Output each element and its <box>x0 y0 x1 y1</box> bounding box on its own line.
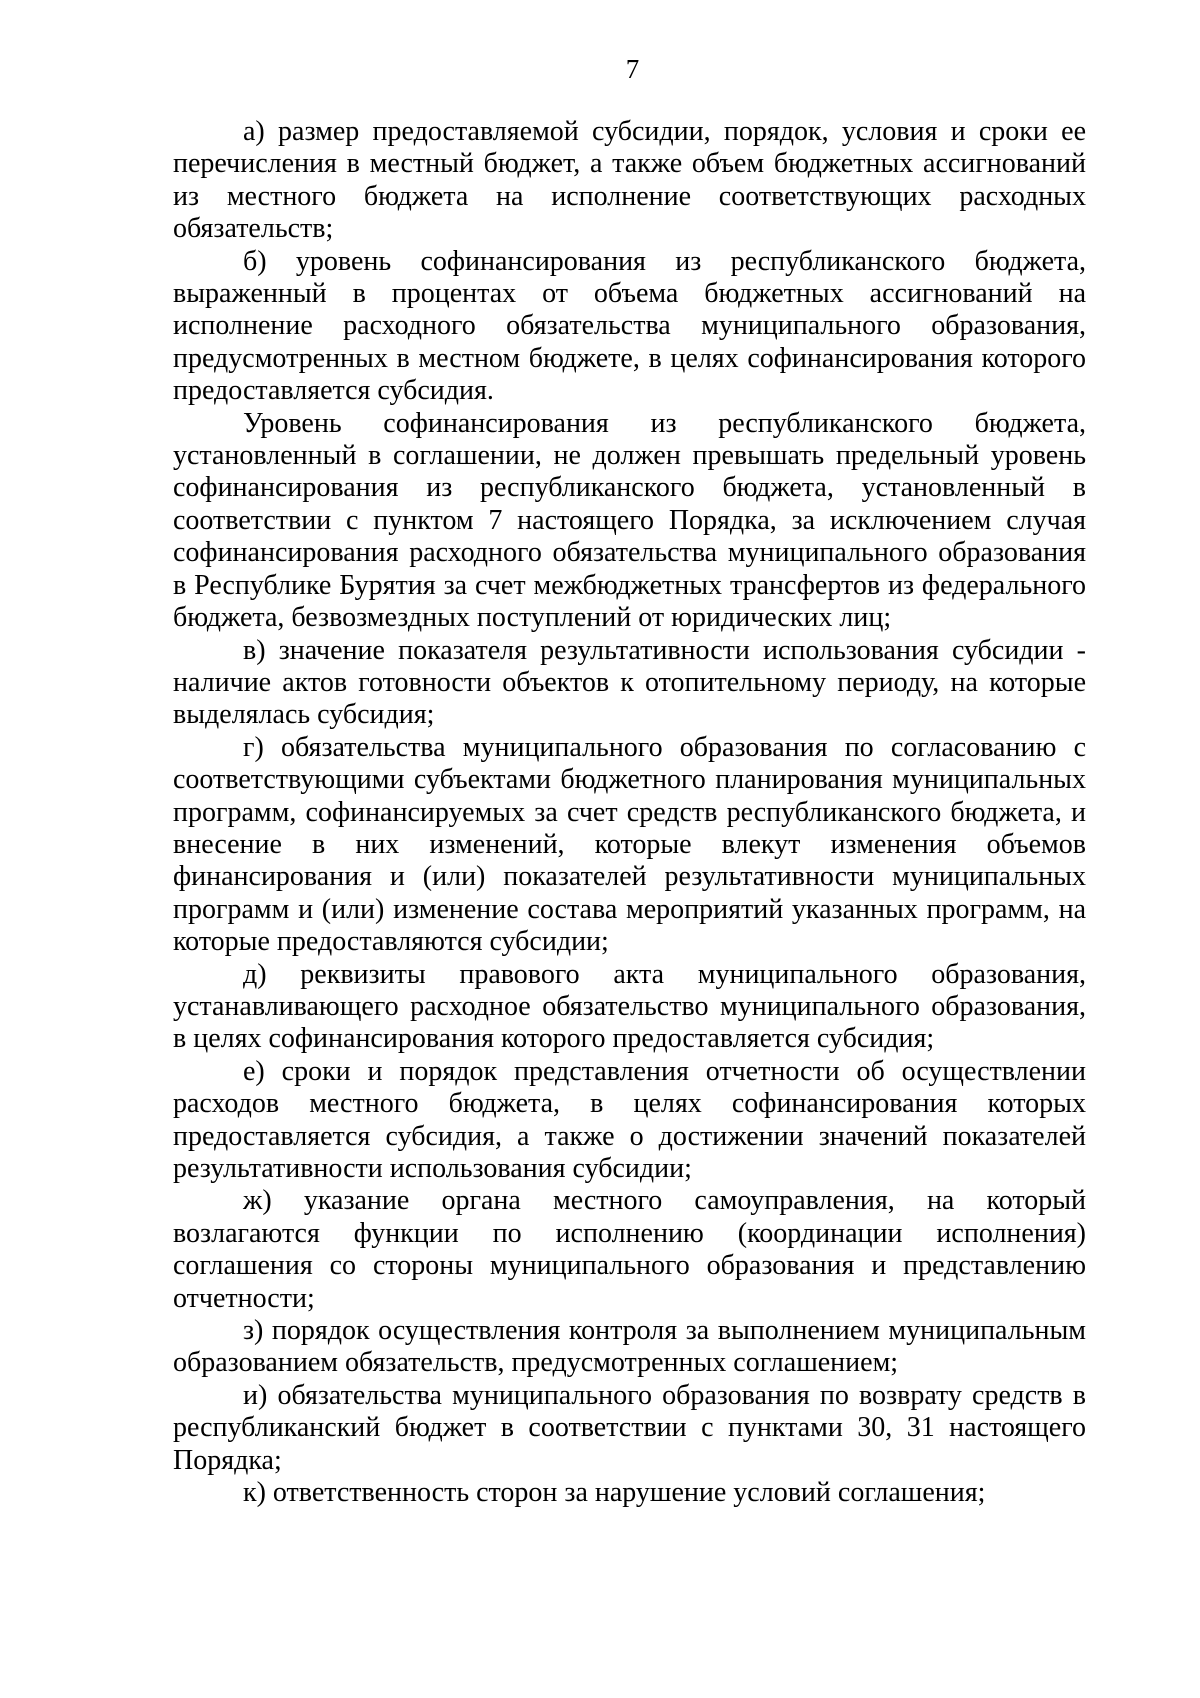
paragraph-g: г) обязательства муниципального образования по согласованию с соответствующими субъектами бюджетного планирования муниципальных программ, софинансируемых за счет средств республиканского бюджета, и внесение в них изменений, которые влекут изменения объемов финансирования и (или) показателей результативности муниципальных программ и (или) изменение состава мероприятий указанных программ, на которые предоставляются субсидии; <box>173 731 1086 958</box>
paragraph-zh: ж) указание органа местного самоуправления, на который возлагаются функции по исполнению (координации исполнения) соглашения со стороны муниципального образования и представлению отчетности; <box>173 1185 1086 1314</box>
paragraph-v: в) значение показателя результативности использования субсидии - наличие актов готовности объектов к отопительному периоду, на которые выделялась субсидия; <box>173 634 1086 731</box>
paragraph-a: а) размер предоставляемой субсидии, порядок, условия и сроки ее перечисления в местный бюджет, а также объем бюджетных ассигнований из местного бюджета на исполнение соответствующих расходных обязательств; <box>173 116 1086 245</box>
paragraph-z: з) порядок осуществления контроля за выполнением муниципальным образованием обязательств, предусмотренных соглашением; <box>173 1315 1086 1379</box>
paragraph-k: к) ответственность сторон за нарушение условий соглашения; <box>243 1477 986 1509</box>
paragraph-e: е) сроки и порядок представления отчетности об осуществлении расходов местного бюджета, в целях софинансирования которых предоставляется субсидия, а также о достижении значений показателей результативности использования субсидии; <box>173 1055 1086 1184</box>
document-body <box>173 116 1086 1509</box>
paragraph-d: д) реквизиты правового акта муниципального образования, устанавливающего расходное обязательство муниципального образования, в целях софинансирования которого предоставляется субсидия; <box>173 958 1086 1055</box>
page-number: 7 <box>625 54 640 84</box>
paragraph-cofinancing-level: Уровень софинансирования из республиканского бюджета, установленный в соглашении, не должен превышать предельный уровень софинансирования из республиканского бюджета, установленный в соответствии с пунктом 7 настоящего Порядка, за исключением случая софинансирования расходного обязательства муниципального образования в Республике Бурятия за счет межбюджетных трансфертов из федерального бюджета, безвозмездных поступлений от юридических лиц; <box>173 407 1086 634</box>
paragraph-i: и) обязательства муниципального образования по возврату средств в республиканский бюджет в соответствии с пунктами 30, 31 настоящего Порядка; <box>173 1379 1086 1476</box>
paragraph-b: б) уровень софинансирования из республиканского бюджета, выраженный в процентах от объема бюджетных ассигнований на исполнение расходного обязательства муниципального образования, предусмотренных в местном бюджете, в целях софинансирования которого предоставляется субсидия. <box>173 245 1086 407</box>
